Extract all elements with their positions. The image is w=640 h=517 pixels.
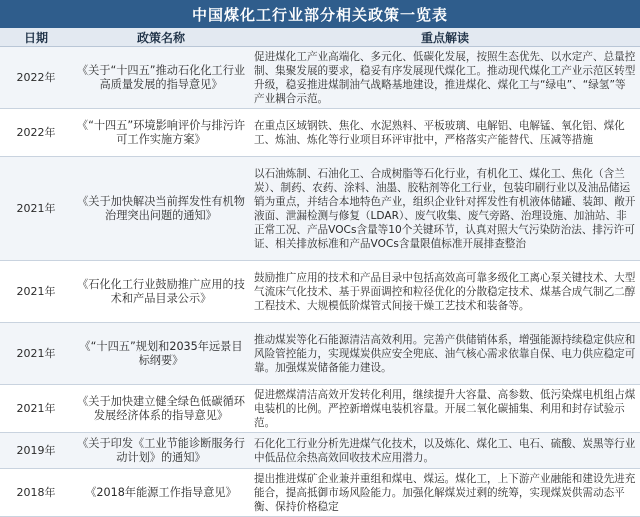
- row-policy: 《石化化工行业鼓励推广应用的技术和产品目录公示》: [72, 261, 250, 323]
- table-row: [0, 47, 640, 109]
- row-detail: 石化化工行业分析先进煤气化技术，以及炼化、煤化工、电石、硫酸、炭黑等行业中低品位余热高效回收技术应用潜力。: [250, 433, 640, 469]
- row-date: 2022年: [0, 109, 72, 157]
- table-row: [0, 385, 640, 433]
- table-row: [0, 109, 640, 157]
- row-detail: 促进煤化工产业高端化、多元化、低碳化发展，按照生态优先、以水定产、总量控制、集聚发展的要求，稳妥有序发展现代煤化工。推动现代煤化工产业示范区转型升级，稳妥推进煤制油气战略基地建设，推进煤化、煤化工与“绿电”、“绿氢”等产业耦合示范。: [250, 47, 640, 109]
- table-row: [0, 261, 640, 323]
- row-date: 2018年: [0, 469, 72, 517]
- policy-table: [0, 28, 640, 517]
- table-row: [0, 469, 640, 517]
- row-date: 2021年: [0, 261, 72, 323]
- row-policy: 《“十四五”环境影响评价与排污许可工作实施方案》: [72, 109, 250, 157]
- header-row: [0, 28, 640, 47]
- row-detail: 以石油炼制、石油化工、合成树脂等石化行业，有机化工、煤化工、焦化（含兰炭）、制药、农药、涂料、油墨、胶粘剂等化工行业，包装印刷行业以及油品储运销为重点，并结合本地特色产业，组织企业针对挥发性有机液体储罐、装卸、敞开液面、泄漏检测与修复（LDAR）、废气收集、废气旁路、治理设施、加油站、非正常工况、产品VOCs含量等10个关键环节，认真对照大气污染防治法、排污许可证、相关排放标准和产品VOCs含量限值标准开展排查整治: [250, 157, 640, 261]
- row-policy: 《“十四五”规划和2035年远景目标纲要》: [72, 323, 250, 385]
- table-row: [0, 323, 640, 385]
- row-date: 2022年: [0, 47, 72, 109]
- row-detail: 推动煤炭等化石能源清洁高效利用。完善产供储销体系，增强能源持续稳定供应和风险管控能力，实现煤炭供应安全兜底、油气核心需求依靠自保、电力供应稳定可靠。加强煤炭储备能力建设。: [250, 323, 640, 385]
- row-policy: 《2018年能源工作指导意见》: [72, 469, 250, 517]
- row-detail: 鼓励推广应用的技术和产品目录中包括高效高可靠多级化工离心泵关键技术、大型气流床气化技术、基于界面调控和粒径优化的分散稳定技术、煤基合成气制乙二醇工程技术、大规模低阶煤管式间接干燥工艺技术和装备等。: [250, 261, 640, 323]
- row-policy: 《关于印发《工业节能诊断服务行动计划》的通知》: [72, 433, 250, 469]
- row-policy: 《关于加快建立健全绿色低碳循环发展经济体系的指导意见》: [72, 385, 250, 433]
- row-detail: 在重点区域钢铁、焦化、水泥熟料、平板玻璃、电解铝、电解锰、氧化铝、煤化工、炼油、炼化等行业项目环评审批中，严格落实产能替代、压减等措施: [250, 109, 640, 157]
- header-detail: 重点解读: [250, 28, 640, 47]
- row-detail: 促进燃煤清洁高效开发转化利用，继续提升大容量、高参数、低污染煤电机组占煤电装机的比例。严控新增煤电装机容量。开展二氧化碳捕集、利用和封存试验示范。: [250, 385, 640, 433]
- header-date: 日期: [0, 28, 72, 47]
- row-policy: 《关于“十四五”推动石化化工行业高质量发展的指导意见》: [72, 47, 250, 109]
- row-detail: 提出推进煤矿企业兼并重组和煤电、煤运。煤化工，上下游产业融能和建设先进充能合，提高抵御市场风险能力。加强化解煤炭过剩的统筹，实现煤炭供需动态平衡、保持价格稳定: [250, 469, 640, 517]
- row-date: 2021年: [0, 323, 72, 385]
- header-policy: 政策名称: [72, 28, 250, 47]
- table-row: [0, 433, 640, 469]
- row-date: 2021年: [0, 385, 72, 433]
- row-date: 2019年: [0, 433, 72, 469]
- row-policy: 《关于加快解决当前挥发性有机物治理突出问题的通知》: [72, 157, 250, 261]
- table-row: [0, 157, 640, 261]
- table-title: 中国煤化工行业部分相关政策一览表: [0, 0, 640, 28]
- row-date: 2021年: [0, 157, 72, 261]
